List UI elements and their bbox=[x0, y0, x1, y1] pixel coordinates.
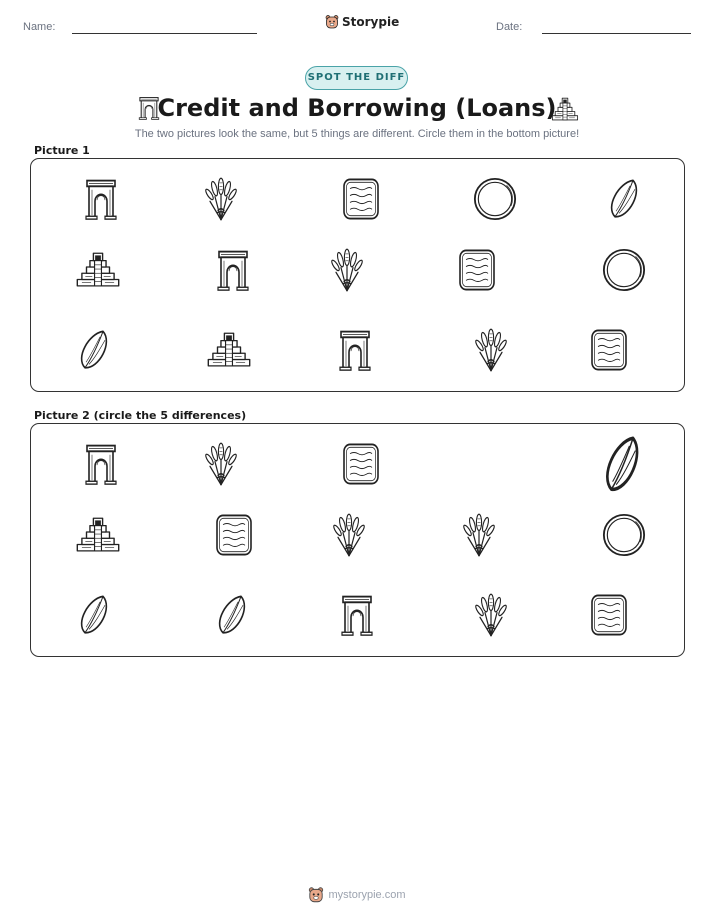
seed-icon[interactable] bbox=[73, 592, 113, 636]
bear-mascot-icon bbox=[308, 886, 324, 904]
seed-icon bbox=[73, 327, 113, 371]
arch-icon bbox=[81, 176, 121, 222]
page-title: Credit and Borrowing (Loans) bbox=[157, 94, 557, 122]
arch-icon[interactable] bbox=[337, 592, 377, 638]
seed-icon[interactable] bbox=[211, 592, 251, 636]
seed-icon[interactable] bbox=[597, 432, 645, 494]
pyramid-icon bbox=[75, 247, 121, 289]
wheat-icon bbox=[201, 176, 241, 222]
arch-icon bbox=[335, 327, 375, 373]
date-line[interactable] bbox=[542, 33, 691, 34]
tablet-icon[interactable] bbox=[214, 512, 254, 558]
picture-1-panel bbox=[30, 158, 685, 392]
name-label: Name: bbox=[23, 21, 56, 33]
wheat-icon[interactable] bbox=[459, 512, 499, 558]
tablet-icon[interactable] bbox=[341, 441, 381, 487]
coin-icon[interactable] bbox=[601, 512, 647, 558]
pyramid-icon[interactable] bbox=[75, 512, 121, 554]
picture-2-label: Picture 2 (circle the 5 differences) bbox=[34, 409, 247, 422]
wheat-icon[interactable] bbox=[471, 592, 511, 638]
date-label: Date: bbox=[496, 21, 523, 33]
tablet-icon bbox=[589, 327, 629, 373]
tablet-icon[interactable] bbox=[589, 592, 629, 638]
title-row bbox=[0, 91, 714, 127]
coin-icon[interactable] bbox=[461, 432, 529, 500]
brand-name: Storypie bbox=[342, 15, 400, 29]
wheat-icon[interactable] bbox=[201, 441, 241, 487]
tablet-icon bbox=[341, 176, 381, 222]
pyramid-icon bbox=[551, 93, 579, 123]
bear-mascot-icon bbox=[325, 14, 339, 30]
tablet-icon bbox=[457, 247, 497, 293]
instructions: The two pictures look the same, but 5 things are different. Circle them in the bottom picture! bbox=[134, 128, 580, 140]
arch-icon[interactable] bbox=[81, 441, 121, 487]
footer-site: mystorypie.com bbox=[328, 889, 406, 901]
pyramid-icon bbox=[206, 327, 252, 369]
coin-icon bbox=[601, 247, 647, 293]
spot-the-diff-badge: SPOT THE DIFF bbox=[305, 66, 408, 90]
seed-icon bbox=[603, 176, 643, 220]
wheat-icon[interactable] bbox=[329, 512, 369, 558]
wheat-icon bbox=[471, 327, 511, 373]
arch-icon bbox=[213, 247, 253, 293]
picture-1-label: Picture 1 bbox=[34, 144, 90, 157]
coin-icon bbox=[472, 176, 518, 222]
wheat-icon bbox=[327, 247, 367, 293]
picture-2-panel[interactable] bbox=[30, 423, 685, 657]
name-line[interactable] bbox=[72, 33, 257, 34]
footer bbox=[0, 886, 714, 904]
storypie-logo bbox=[325, 14, 399, 30]
